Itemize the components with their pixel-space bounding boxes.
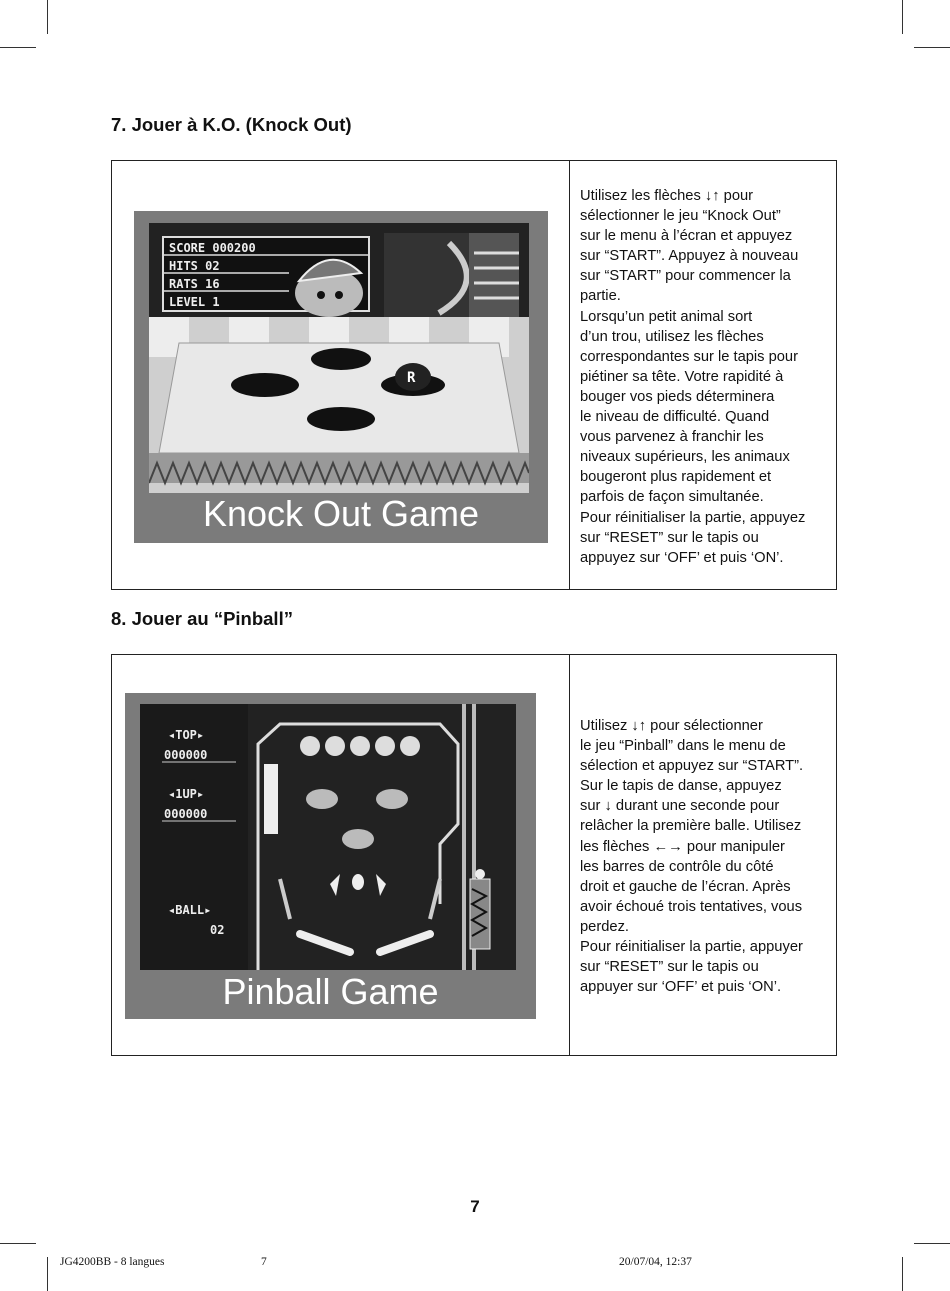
hud-ball-value: 02	[210, 923, 225, 937]
mole-hole	[311, 348, 371, 370]
hud-level: LEVEL 1	[169, 295, 220, 309]
instruction-paragraph: Pour réinitialiser la partie, appuyer sur “RESET” sur le tapis ou appuyer sur ‘OFF’ et puis ‘ON’.	[580, 939, 803, 996]
crop-mark	[47, 1257, 48, 1291]
hud-rats: RATS 16	[169, 277, 220, 291]
column-divider	[569, 161, 570, 589]
mole-letter: R	[407, 370, 416, 386]
instruction-paragraph: Lorsqu’un petit animal sort d’un trou, utilisez les flèches correspondantes sur le tapis pour piétiner sa tête. Votre rapidité à bouger vos pieds déterminera le niveau de difficulté. Quand vous parvenez à franchir les niveaux supérieurs, les animaux bougeront plus rapidement et parfois de façon simultanée.	[580, 308, 798, 506]
footer-datetime: 20/07/04, 12:37	[619, 1256, 692, 1268]
footer-page: 7	[261, 1256, 267, 1268]
mole-hole	[307, 407, 375, 431]
pinball-game-scene	[140, 704, 516, 970]
crop-mark	[902, 1257, 903, 1291]
crop-mark	[902, 0, 903, 34]
mole-hole	[231, 373, 299, 397]
crop-mark	[0, 1243, 36, 1244]
mole-icon	[395, 363, 431, 391]
pinball-box	[111, 654, 837, 1056]
hud-top-label: ◂TOP▸	[168, 728, 205, 742]
pinball-caption: Pinball Game	[222, 971, 439, 1012]
crop-mark	[914, 1243, 950, 1244]
pinball-screenshot	[125, 693, 536, 1019]
instruction-paragraph: Utilisez ↓↑ pour sélectionner le jeu “Pinball” dans le menu de sélection et appuyez sur “START”. Sur le tapis de danse, appuyez sur ↓ durant une seconde pour relâcher la première balle. Utilisez les flèches ←→ pour manipuler les barres de contrôle du côté droit et gauche de l’écran. Après avoir échoué trois tentatives, vous perdez.	[580, 718, 804, 935]
section-title-knockout: 7. Jouer à K.O. (Knock Out)	[111, 114, 352, 135]
hud-1up-value: 000000	[164, 807, 208, 821]
instruction-paragraph: Utilisez les flèches ↓↑ pour sélectionner le jeu “Knock Out” sur le menu à l’écran et appuyez sur “START”. Appuyez à nouveau sur “START” pour commencer la partie.	[580, 188, 799, 305]
section-title-pinball: 8. Jouer au “Pinball”	[111, 608, 293, 629]
page-number: 7	[470, 1197, 480, 1216]
pinball-instructions	[580, 716, 832, 997]
knockout-screenshot	[134, 211, 548, 543]
knockout-caption: Knock Out Game	[202, 493, 480, 534]
hud-top-value: 000000	[164, 748, 208, 762]
hud-hits: HITS 02	[169, 259, 220, 273]
ball-icon	[475, 869, 485, 879]
knockout-instructions	[580, 186, 832, 568]
column-divider	[569, 655, 570, 1055]
hud-ball-label: ◂BALL▸	[168, 903, 212, 917]
footer-doc-ref: JG4200BB - 8 langues	[60, 1256, 165, 1268]
crop-mark	[47, 0, 48, 34]
knockout-box	[111, 160, 837, 590]
knockout-game-scene	[149, 223, 529, 493]
crop-mark	[914, 47, 950, 48]
crop-mark	[0, 47, 36, 48]
hud-1up-label: ◂1UP▸	[168, 787, 205, 801]
instruction-paragraph: Pour réinitialiser la partie, appuyez sur “RESET” sur le tapis ou appuyez sur ‘OFF’ et puis ‘ON’.	[580, 509, 806, 566]
hud-score: SCORE 000200	[169, 241, 256, 255]
